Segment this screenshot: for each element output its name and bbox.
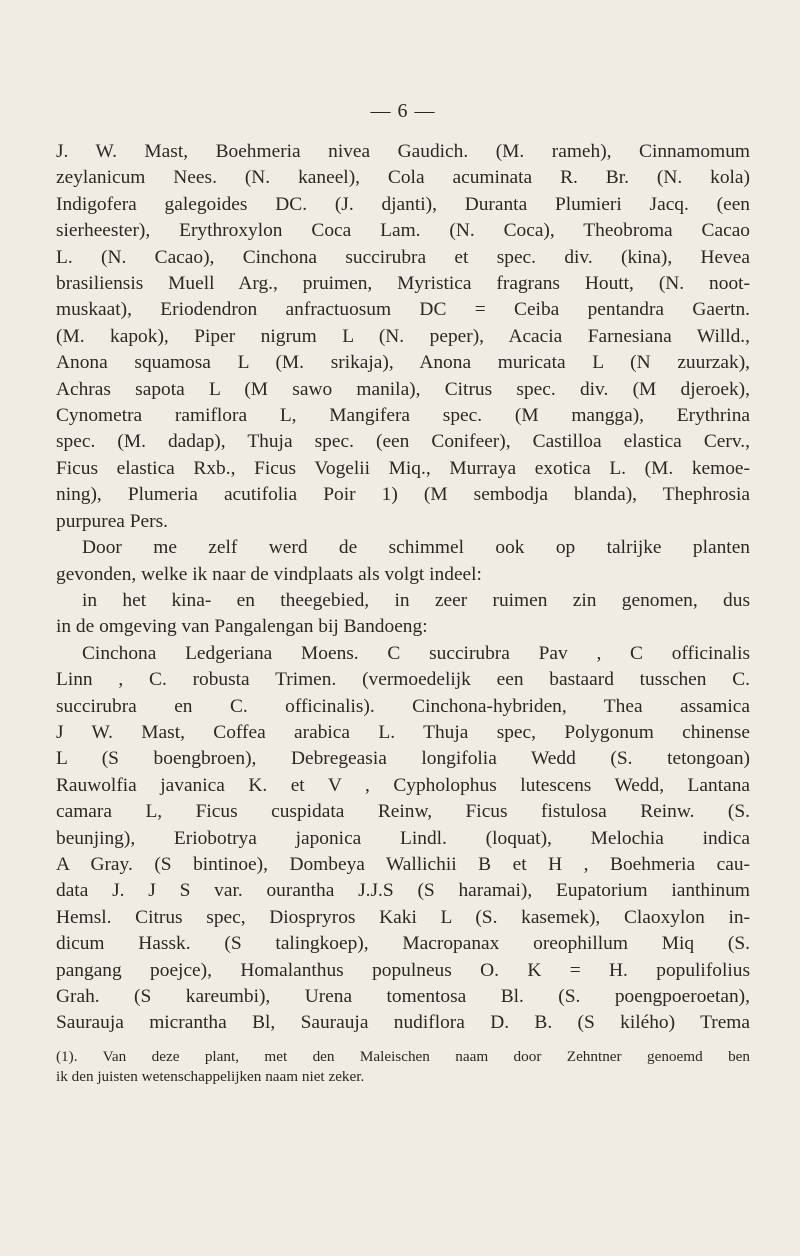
footnote (56, 1047, 750, 1087)
text-line: ning), Plumeria acutifolia Poir 1) (M sembodja blanda), Thephrosia (56, 484, 750, 506)
text-line: dicum Hassk. (S talingkoep), Macropanax oreophillum Miq (S. (56, 933, 750, 955)
text-line: camara L, Ficus cuspidata Reinw, Ficus fistulosa Reinw. (S. (56, 801, 750, 823)
text-line: gevonden, welke ik naar de vindplaats als volgt indeel: (56, 563, 482, 585)
text-line: beunjing), Eriobotrya japonica Lindl. (loquat), Melochia indica (56, 827, 750, 849)
text-line: pangang poejce), Homalanthus populneus O. K = H. populifolius (56, 959, 750, 981)
page-number: — 6 — (370, 100, 436, 122)
text-line: sierheester), Erythroxylon Coca Lam. (N. Coca), Theobroma Cacao (56, 220, 750, 242)
footnote-line: (1). Van deze plant, met den Maleischen naam door Zehntner genoemd ben (56, 1047, 750, 1065)
text-line: in de omgeving van Pangalengan bij Bandoeng: (56, 616, 428, 638)
text-line: Ficus elastica Rxb., Ficus Vogelii Miq., Murraya exotica L. (M. kemoe- (56, 457, 750, 479)
text-line: L. (N. Cacao), Cinchona succirubra et spec. div. (kina), Hevea (56, 246, 750, 268)
text-line: succirubra en C. officinalis). Cinchona-hybriden, Thea assamica (56, 695, 750, 717)
text-line: purpurea Pers. (56, 510, 168, 532)
text-line: (M. kapok), Piper nigrum L (N. peper), Acacia Farnesiana Willd., (56, 325, 750, 347)
text-line: in het kina- en theegebied, in zeer ruimen zin genomen, dus (82, 589, 750, 611)
text-line: Grah. (S kareumbi), Urena tomentosa Bl. (S. poengpoeroetan), (56, 986, 750, 1007)
text-line: muskaat), Eriodendron anfractuosum DC = Ceiba pentandra Gaertn. (56, 299, 750, 321)
text-line: Hemsl. Citrus spec, Diospryros Kaki L (S. kasemek), Claoxylon in- (56, 906, 750, 928)
text-line: Door me zelf werd de schimmel ook op talrijke planten (82, 537, 750, 559)
text-line: Anona squamosa L (M. srikaja), Anona muricata L (N zuurzak), (56, 352, 750, 374)
text-line: brasiliensis Muell Arg., pruimen, Myristica fragrans Houtt, (N. noot- (56, 273, 750, 295)
footnote-line: ik den juisten wetenschappelijken naam niet zeker. (56, 1067, 365, 1085)
text-line: J. W. Mast, Boehmeria nivea Gaudich. (M. rameh), Cinnamomum (56, 141, 750, 162)
paragraph-species-list (56, 139, 750, 535)
text-line: J W. Mast, Coffea arabica L. Thuja spec, Polygonum chinense (56, 721, 750, 743)
paragraph-own-findings (56, 535, 750, 588)
text-line: Linn , C. robusta Trimen. (vermoedelijk een bastaard tusschen C. (56, 669, 750, 691)
text-line: Cinchona Ledgeriana Moens. C succirubra Pav , C officinalis (82, 642, 750, 664)
text-line: Rauwolfia javanica K. et V , Cypholophus lutescens Wedd, Lantana (56, 774, 750, 796)
text-line: L (S boengbroen), Debregeasia longifolia Wedd (S. tetongoan) (56, 748, 750, 770)
text-line: Indigofera galegoides DC. (J. djanti), Duranta Plumieri Jacq. (een (56, 193, 750, 215)
text-line: A Gray. (S bintinoe), Dombeya Wallichii B et H , Boehmeria cau- (56, 853, 750, 875)
text-line: Achras sapota L (M sawo manila), Citrus spec. div. (M djeroek), (56, 378, 750, 400)
text-line: zeylanicum Nees. (N. kaneel), Cola acuminata R. Br. (N. kola) (56, 167, 750, 189)
text-line: Cynometra ramiflora L, Mangifera spec. (M mangga), Erythrina (56, 405, 750, 427)
text-line: Saurauja micrantha Bl, Saurauja nudiflora D. B. (S kilého) Trema (56, 1012, 750, 1034)
paragraph-location (56, 588, 750, 641)
paragraph-cinchona-list (56, 641, 750, 1037)
text-line: spec. (M. dadap), Thuja spec. (een Conifeer), Castilloa elastica Cerv., (56, 431, 750, 453)
text-line: data J. J S var. ourantha J.J.S (S haramai), Eupatorium ianthinum (56, 880, 750, 902)
